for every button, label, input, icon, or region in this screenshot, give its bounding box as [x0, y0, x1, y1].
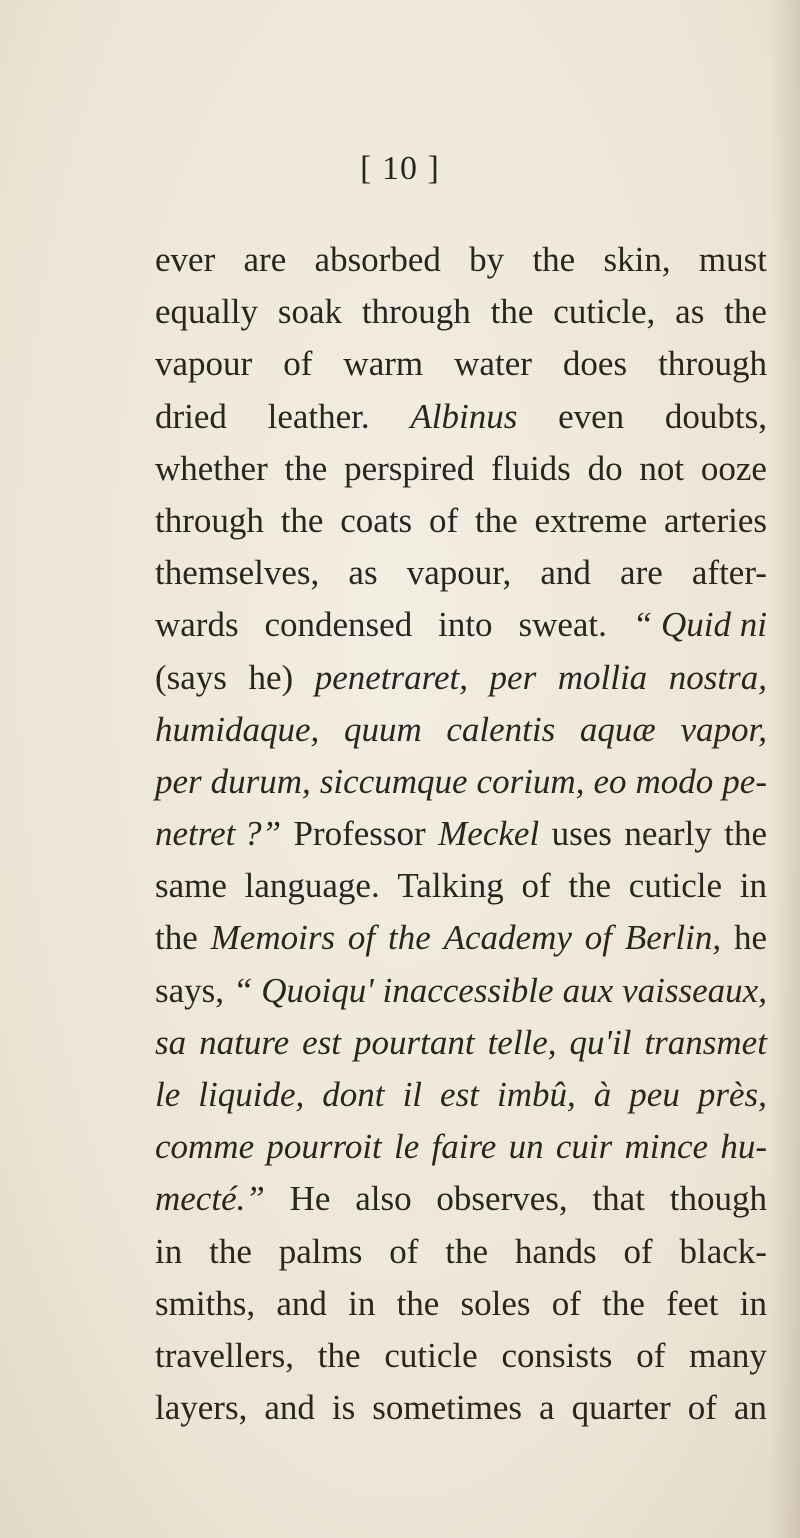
- text-line: [155, 1382, 767, 1434]
- word: comme: [155, 1127, 255, 1167]
- word: Academy: [443, 918, 572, 958]
- word: themselves,: [155, 553, 320, 593]
- word: extreme: [534, 500, 648, 540]
- word: warm: [343, 344, 424, 384]
- text-line: [155, 652, 767, 704]
- word: the: [445, 1231, 489, 1271]
- word: not: [639, 448, 685, 488]
- word: says,: [155, 970, 225, 1010]
- word: many: [689, 1335, 767, 1375]
- word: ooze: [700, 448, 767, 488]
- word: pe-: [722, 761, 767, 801]
- word: le: [155, 1075, 181, 1114]
- word: hands: [514, 1231, 597, 1271]
- word: the: [532, 240, 576, 279]
- word: est: [440, 1075, 479, 1114]
- word: soles: [460, 1283, 531, 1323]
- word: doubts,: [664, 396, 767, 436]
- word: of: [584, 918, 612, 958]
- word: calentis: [446, 709, 556, 749]
- text-line: [155, 1069, 767, 1121]
- text-line: [155, 443, 767, 495]
- word: he): [248, 657, 294, 697]
- text-line: [155, 1017, 767, 1069]
- word: eo: [593, 761, 627, 801]
- word: vapour: [155, 344, 253, 384]
- text-line: [155, 1173, 767, 1225]
- word: Albinus: [410, 396, 518, 436]
- text-line: [155, 286, 767, 338]
- word: in: [155, 1231, 183, 1271]
- word: condensed: [264, 605, 413, 645]
- text-line: [155, 912, 767, 964]
- page-number: [ 10 ]: [360, 150, 440, 187]
- word: pourtant: [354, 1022, 475, 1062]
- word: (says: [155, 657, 227, 697]
- text-line: [155, 495, 767, 547]
- word: pourroit: [266, 1127, 382, 1167]
- word: same: [155, 866, 227, 906]
- word: mecté.”: [155, 1179, 265, 1219]
- text-line: [155, 1226, 767, 1278]
- word: dont: [322, 1075, 385, 1114]
- word: the: [724, 814, 767, 854]
- word: do: [587, 448, 623, 488]
- word: vapour,: [406, 553, 512, 593]
- word: vapor,: [680, 709, 767, 749]
- word: uses: [551, 814, 612, 854]
- word: Professor: [293, 814, 426, 854]
- word: “ Quoiqu' inaccessible: [233, 970, 554, 1010]
- word: equally: [155, 292, 259, 332]
- word: of: [347, 918, 376, 958]
- word: siccumque: [319, 761, 468, 801]
- word: ever: [155, 240, 216, 279]
- word: Memoirs: [210, 918, 336, 958]
- word: penetraret,: [314, 657, 468, 697]
- word: smiths,: [155, 1283, 256, 1323]
- word: water: [454, 344, 532, 384]
- word: vaisseaux,: [622, 970, 767, 1010]
- word: black-: [679, 1231, 767, 1271]
- word: as: [675, 292, 705, 332]
- word: aux: [562, 970, 614, 1010]
- word: perspired: [344, 448, 475, 488]
- word: per: [155, 761, 202, 801]
- word: wards: [155, 605, 239, 645]
- word: durum,: [210, 761, 311, 801]
- word: “ Quid ni: [632, 605, 767, 645]
- word: est: [302, 1022, 342, 1062]
- word: of: [623, 1231, 653, 1271]
- word: of: [551, 1283, 581, 1323]
- text-line: [155, 756, 767, 808]
- word: the: [474, 500, 518, 540]
- word: aquæ: [579, 709, 656, 749]
- word: the: [280, 500, 324, 540]
- text-line: [155, 234, 767, 286]
- word: by: [469, 240, 505, 279]
- word: the: [490, 292, 534, 332]
- text-line: [155, 860, 767, 912]
- word: language.: [244, 866, 380, 906]
- word: arteries: [664, 500, 767, 540]
- word: faire: [431, 1127, 497, 1167]
- word: the: [568, 866, 612, 906]
- word: Talking: [397, 866, 504, 906]
- word: of: [687, 1388, 717, 1428]
- word: coats: [340, 500, 413, 540]
- word: leather.: [267, 396, 370, 436]
- word: consists: [501, 1335, 613, 1375]
- word: palms: [278, 1231, 363, 1271]
- word: il: [402, 1075, 423, 1114]
- word: of: [428, 500, 459, 540]
- word: the: [602, 1283, 645, 1323]
- word: He: [289, 1179, 331, 1219]
- word: Berlin,: [624, 918, 722, 958]
- word: even: [558, 396, 625, 436]
- word: in: [348, 1283, 376, 1323]
- word: cuticle,: [553, 292, 656, 332]
- word: nature: [199, 1022, 290, 1062]
- word: layers,: [155, 1388, 248, 1428]
- word: quum: [343, 709, 422, 749]
- word: through: [361, 292, 471, 332]
- word: of: [389, 1231, 419, 1271]
- word: into: [438, 605, 493, 645]
- word: mollia: [557, 657, 648, 697]
- word: are: [243, 240, 287, 279]
- word: hu-: [720, 1127, 767, 1167]
- word: does: [562, 344, 628, 384]
- text-line: [155, 1278, 767, 1330]
- word: also: [355, 1179, 412, 1219]
- word: imbû,: [496, 1075, 576, 1114]
- word: must: [698, 240, 767, 279]
- word: and: [264, 1388, 315, 1428]
- word: feet: [666, 1283, 719, 1323]
- body-text: [155, 234, 767, 1434]
- word: corium,: [476, 761, 585, 801]
- word: and: [276, 1283, 327, 1323]
- word: mince: [624, 1127, 709, 1167]
- word: he: [733, 918, 767, 958]
- text-line: [155, 391, 767, 443]
- word: per: [489, 657, 537, 697]
- page-edge-shadow: [770, 0, 800, 1538]
- text-line: [155, 599, 767, 651]
- word: the: [396, 1283, 440, 1323]
- word: liquide,: [198, 1075, 305, 1114]
- word: modo: [635, 761, 714, 801]
- word: absorbed: [314, 240, 441, 279]
- word: whether: [155, 448, 268, 488]
- word: un: [508, 1127, 544, 1167]
- word: skin,: [603, 240, 671, 279]
- word: netret ?”: [155, 814, 282, 854]
- word: that: [592, 1179, 645, 1219]
- word: the: [209, 1231, 252, 1271]
- text-line: [155, 338, 767, 390]
- word: through: [155, 500, 264, 540]
- word: qu'il: [569, 1022, 632, 1062]
- word: a: [539, 1388, 555, 1428]
- word: sa: [155, 1022, 187, 1062]
- word: Meckel: [438, 814, 540, 854]
- word: the: [388, 918, 431, 958]
- word: an: [733, 1388, 767, 1428]
- text-line: [155, 704, 767, 756]
- word: as: [348, 553, 378, 593]
- word: is: [331, 1388, 356, 1428]
- word: cuticle: [628, 866, 723, 906]
- word: the: [317, 1335, 361, 1375]
- text-line: [155, 965, 767, 1017]
- word: though: [669, 1179, 767, 1219]
- word: humidaque,: [155, 709, 320, 749]
- word: sometimes: [372, 1388, 522, 1428]
- word: in: [739, 1283, 767, 1323]
- word: à: [593, 1075, 612, 1114]
- word: sweat.: [518, 605, 607, 645]
- word: cuticle: [384, 1335, 478, 1375]
- word: telle,: [487, 1022, 557, 1062]
- word: the: [155, 918, 198, 958]
- word: of: [521, 866, 551, 906]
- word: nearly: [624, 814, 712, 854]
- word: of: [283, 344, 313, 384]
- word: travellers,: [155, 1335, 294, 1375]
- word: le: [394, 1127, 420, 1167]
- word: in: [739, 866, 767, 906]
- text-line: [155, 808, 767, 860]
- word: are: [620, 553, 663, 593]
- text-line: [155, 547, 767, 599]
- word: peu: [629, 1075, 680, 1114]
- word: fluids: [491, 448, 571, 488]
- word: dried: [155, 396, 227, 436]
- word: and: [540, 553, 591, 593]
- word: through: [658, 344, 767, 384]
- word: after-: [691, 553, 767, 593]
- word: nostra,: [668, 657, 767, 697]
- text-line: [155, 1121, 767, 1173]
- word: transmet: [644, 1022, 767, 1062]
- word: observes,: [436, 1179, 568, 1219]
- word: the: [724, 292, 767, 332]
- text-line: [155, 1330, 767, 1382]
- word: quarter: [571, 1388, 671, 1428]
- word: soak: [277, 292, 343, 332]
- word: of: [636, 1335, 666, 1375]
- word: cuir: [555, 1127, 613, 1167]
- word: the: [284, 448, 328, 488]
- word: près,: [697, 1075, 767, 1114]
